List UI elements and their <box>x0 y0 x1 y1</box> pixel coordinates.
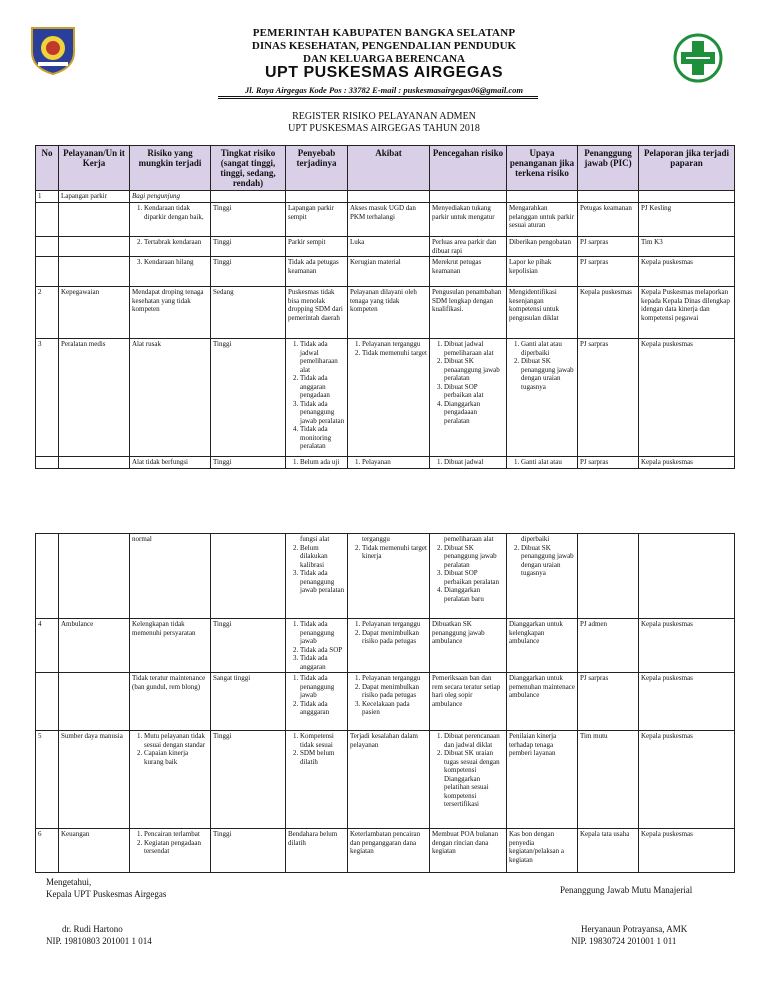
document-subtitle: UPT PUSKESMAS AIRGEGAS TAHUN 2018 <box>288 123 480 134</box>
prevention-cell: Pemeriksaan ban dan rem secara teratur setiap hari oleg sopir ambulance <box>430 673 507 731</box>
table-row <box>36 287 735 339</box>
handling-cell: Diberikan pengobatan <box>507 237 578 257</box>
table-row <box>36 534 735 619</box>
prevention-cell: 1. Dibuat perencanaan dan jadwal diklat 2. Dibuat SK uraian tugas sesuai dengan kompetensi Dianggarkan pelatihan sesuai kompetensi tersertifikasi <box>430 731 507 829</box>
effect-cell: 1. Pelayanan terganggu 2. Dapat menimbulkan risiko pada petugas <box>348 619 430 673</box>
report-cell: Kepala puskesmas <box>639 457 735 469</box>
prevention-cell: 1. Dibuat jadwal <box>430 457 507 469</box>
column-header: Pencegahan risiko <box>430 146 507 191</box>
risk-cell: 3. Kendaraan hilang <box>130 257 211 287</box>
handling-cell: 1. Ganti alat atau diperbaiki 2. Dibuat SK penanggung jawab dengan uraian tugasnya <box>507 339 578 457</box>
head-nip: NIP. 19810803 201001 1 014 <box>46 936 152 946</box>
effect-cell: terganggu 2. Tidak memenuhi target kinerja <box>348 534 430 619</box>
risk-register-table-continued <box>35 533 735 873</box>
report-cell: Kepala puskesmas <box>639 829 735 873</box>
handling-cell: Kas bon dengan penyedia kegiatan/pelaksan a kegiatan <box>507 829 578 873</box>
unit-cell: Peralatan medis <box>59 339 130 457</box>
risk-cell: Mendapat droping tenaga kesehatan yang tidak kompeten <box>130 287 211 339</box>
handling-cell: Mengarahkan pelanggan untuk parkir sesuai aturan <box>507 203 578 237</box>
table-row <box>36 257 735 287</box>
cause-cell: Bendahara belum dilatih <box>286 829 348 873</box>
handling-cell: diperbaiki 2. Dibuat SK penanggung jawab dengan uraian tugasnya <box>507 534 578 619</box>
prevention-cell: Pengusulan penambahan SDM lengkap dengan kualifikasi. <box>430 287 507 339</box>
unit-cell: Kepegawaian <box>59 287 130 339</box>
quality-pic-title: Penanggung Jawab Mutu Manajerial <box>560 885 693 895</box>
pic-cell: PJ sarpras <box>578 457 639 469</box>
effect-cell: Luka <box>348 237 430 257</box>
column-header: Upaya penanganan jika terkena risiko <box>507 146 578 191</box>
cause-cell: 1. Tidak ada jadwal pemeliharaan alat 2. Tidak ada anggaran pengadaan 3. Tidak ada penanggung jawab peralatan 4. Tidak ada monitoring peralatan <box>286 339 348 457</box>
header-divider-2 <box>218 98 538 99</box>
table-header-row <box>36 146 735 191</box>
level-cell: Tinggi <box>211 457 286 469</box>
quality-pic-nip: NIP. 19830724 201001 1 011 <box>571 936 677 946</box>
head-title: Kepala UPT Puskesmas Airgegas <box>46 889 167 899</box>
header-government: PEMERINTAH KABUPATEN BANGKA SELATANP <box>252 27 516 39</box>
handling-cell: Penilaian kinerja terhadap tenaga pemberi layanan <box>507 731 578 829</box>
unit-cell: Sumber daya manusia <box>59 731 130 829</box>
level-cell: Tinggi <box>211 257 286 287</box>
level-cell: Tinggi <box>211 237 286 257</box>
risk-group: Bagi pengunjung <box>130 191 211 203</box>
column-header: No <box>36 146 59 191</box>
unit-cell: Lapangan parkir <box>59 191 130 203</box>
pic-cell: PJ admen <box>578 619 639 673</box>
cause-cell: 1. Tidak ada penanggung jawab 2. Tidak ada angggaran <box>286 673 348 731</box>
report-cell: Kepala puskesmas <box>639 257 735 287</box>
risk-cell: Tidak teratur maintenance (ban gundul, rem blong) <box>130 673 211 731</box>
report-cell: PJ Kesling <box>639 203 735 237</box>
prevention-cell: Dibuatkan SK penanggung jawab ambulance <box>430 619 507 673</box>
pic-cell: PJ sarpras <box>578 673 639 731</box>
report-cell: Kepala puskesmas <box>639 731 735 829</box>
column-header: Tingkat risiko (sangat tinggi, tinggi, sedang, rendah) <box>211 146 286 191</box>
cause-cell: Tidak ada petugas keamanan <box>286 257 348 287</box>
report-cell: Kepala puskesmas <box>639 619 735 673</box>
effect-cell: Pelayanan dilayani oleh tenaga yang tidak kompeten <box>348 287 430 339</box>
row-number: 3 <box>36 339 59 457</box>
cause-cell: 1. Kompetensi tidak sesuai 2. SDM belum dilatih <box>286 731 348 829</box>
header-department-cont: DAN KELUARGA BERENCANA <box>303 53 465 65</box>
document-title: REGISTER RISIKO PELAYANAN ADMEN <box>292 111 476 122</box>
acknowledged-label: Mengetahui, <box>46 877 92 887</box>
risk-cell: 1. Mutu pelayanan tidak sesuai dengan standar 2. Capaian kinerja kurang baik <box>130 731 211 829</box>
row-number: 2 <box>36 287 59 339</box>
row-number: 1 <box>36 191 59 203</box>
level-cell: Tinggi <box>211 203 286 237</box>
risk-cell: 1. Kendaraan tidak diparkir dengan baik, <box>130 203 211 237</box>
handling-cell: 1. Ganti alat atau <box>507 457 578 469</box>
quality-pic-name: Heryanaun Potrayansa, AMK <box>581 924 688 934</box>
puskesmas-cross-icon <box>673 33 723 83</box>
cause-cell: fungsi alat 2. Belum dilakukan kalibrasi 3. Tidak ada penanggung jawab peralatan <box>286 534 348 619</box>
pic-cell: Tim mutu <box>578 731 639 829</box>
level-cell: Tinggi <box>211 731 286 829</box>
effect-cell: 1. Pelayanan terganggu 2. Tidak memenuhi target <box>348 339 430 457</box>
level-cell: Tinggi <box>211 619 286 673</box>
effect-cell: Keterlambatan pencairan dan penganggaran dana kegiatan <box>348 829 430 873</box>
row-number: 5 <box>36 731 59 829</box>
column-header: Penanggung jawab (PIC) <box>578 146 639 191</box>
level-cell: Sedang <box>211 287 286 339</box>
effect-cell: 1. Pelayanan <box>348 457 430 469</box>
prevention-cell: pemeliharaan alat 2. Dibuat SK penanggung jawab peralatan 3. Dibuat SOP perbaikan peralatan 4. Dianggarkan peralatan baru <box>430 534 507 619</box>
table-row <box>36 731 735 829</box>
pic-cell: PJ sarpras <box>578 237 639 257</box>
handling-cell: Mengidentifikasi kesenjangan kompetensi untuk pengusulan diklat <box>507 287 578 339</box>
pic-cell: Kepala puskesmas <box>578 287 639 339</box>
effect-cell: 1. Pelayanan terganggu 2. Dapat menimbulkan risiko pada petugas 3. Kecelakaan pada pasien <box>348 673 430 731</box>
level-cell: Sangat tinggi <box>211 673 286 731</box>
table-row <box>36 339 735 457</box>
effect-cell: Terjadi kesalahan dalam pelayanan <box>348 731 430 829</box>
table-row <box>36 619 735 673</box>
prevention-cell: Merekrut petugas keamanan <box>430 257 507 287</box>
header-unit: UPT PUSKESMAS AIRGEGAS <box>265 64 503 81</box>
header-address: Jl. Raya Airgegas Kode Pos : 33782 E-mail : puskesmasairgegas06@gmail.com <box>244 85 524 95</box>
column-header: Penyebab terjadinya <box>286 146 348 191</box>
cause-cell: Parkir sempit <box>286 237 348 257</box>
header-department: DINAS KESEHATAN, PENGENDALIAN PENDUDUK <box>251 40 517 52</box>
effect-cell: Kerugian material <box>348 257 430 287</box>
pic-cell: Petugas keamanan <box>578 203 639 237</box>
column-header: Akibat <box>348 146 430 191</box>
effect-cell: Akses masuk UGD dan PKM terhalangi <box>348 203 430 237</box>
risk-cell: normal <box>130 534 211 619</box>
risk-cell: Kelengkapan tidak memenuhi persyaratan <box>130 619 211 673</box>
column-header: Risiko yang mungkin terjadi <box>130 146 211 191</box>
table-row <box>36 829 735 873</box>
pic-cell: PJ sarpras <box>578 339 639 457</box>
risk-cell: Alat rusak <box>130 339 211 457</box>
unit-cell: Keuangan <box>59 829 130 873</box>
report-cell: Kepala puskesmas <box>639 673 735 731</box>
handling-cell: Dianggarkan untuk pemenuhan maintenace ambulance <box>507 673 578 731</box>
pic-cell: PJ sarpras <box>578 257 639 287</box>
table-row <box>36 191 735 203</box>
table-row <box>36 237 735 257</box>
report-cell: Tim K3 <box>639 237 735 257</box>
cause-cell: 1. Tidak ada penanggung jawab 2. Tidak ada SOP 3. Tidak ada anggaran <box>286 619 348 673</box>
header-divider <box>218 96 538 97</box>
level-cell: Tinggi <box>211 339 286 457</box>
handling-cell: Lapor ke pihak kepolisian <box>507 257 578 287</box>
row-number: 4 <box>36 619 59 673</box>
head-name: dr. Rudi Hartono <box>62 924 123 934</box>
prevention-cell: 1. Dibuat jadwal pemeliharaan alat 2. Dibuat SK penaanggung jawab peralatan 3. Dibuat SOP perbaikan alat 4. Dianggarkan pengadaaan peralatan <box>430 339 507 457</box>
pic-cell: Kepala tata usaha <box>578 829 639 873</box>
cause-cell: Puskesmas tidak bisa menolak dropping SDM dari pemerintah daerah <box>286 287 348 339</box>
handling-cell: Dianggarkan untuk kelengkapan ambulance <box>507 619 578 673</box>
report-cell: Kepala puskesmas <box>639 339 735 457</box>
column-header: Pelayanan/Un it Kerja <box>59 146 130 191</box>
cause-cell: Lapangan parkir sempit <box>286 203 348 237</box>
table-row <box>36 203 735 237</box>
risk-cell: 1. Pencairan terlambat 2. Kegiatan pengadaan tersendat <box>130 829 211 873</box>
row-number: 6 <box>36 829 59 873</box>
prevention-cell: Membuat POA bulanan dengan rincian dana kegiatan <box>430 829 507 873</box>
table-row <box>36 673 735 731</box>
unit-cell: Ambulance <box>59 619 130 673</box>
table-row <box>36 457 735 469</box>
cause-cell: 1. Belum ada uji <box>286 457 348 469</box>
report-cell: Kepala Puskesmas melaporkan kepada Kepala Dinas dilengkap idengan data kinerja dan kompetensi pegawai <box>639 287 735 339</box>
level-cell: Tinggi <box>211 829 286 873</box>
prevention-cell: Menyediakan tukang parkir untuk mengatur <box>430 203 507 237</box>
risk-cell: 2. Tertabrak kendaraan <box>130 237 211 257</box>
column-header: Pelaporan jika terjadi paparan <box>639 146 735 191</box>
risk-register-table <box>35 145 735 469</box>
prevention-cell: Perluas area parkir dan dibuat rapi <box>430 237 507 257</box>
risk-cell: Alat tidak berfungsi <box>130 457 211 469</box>
